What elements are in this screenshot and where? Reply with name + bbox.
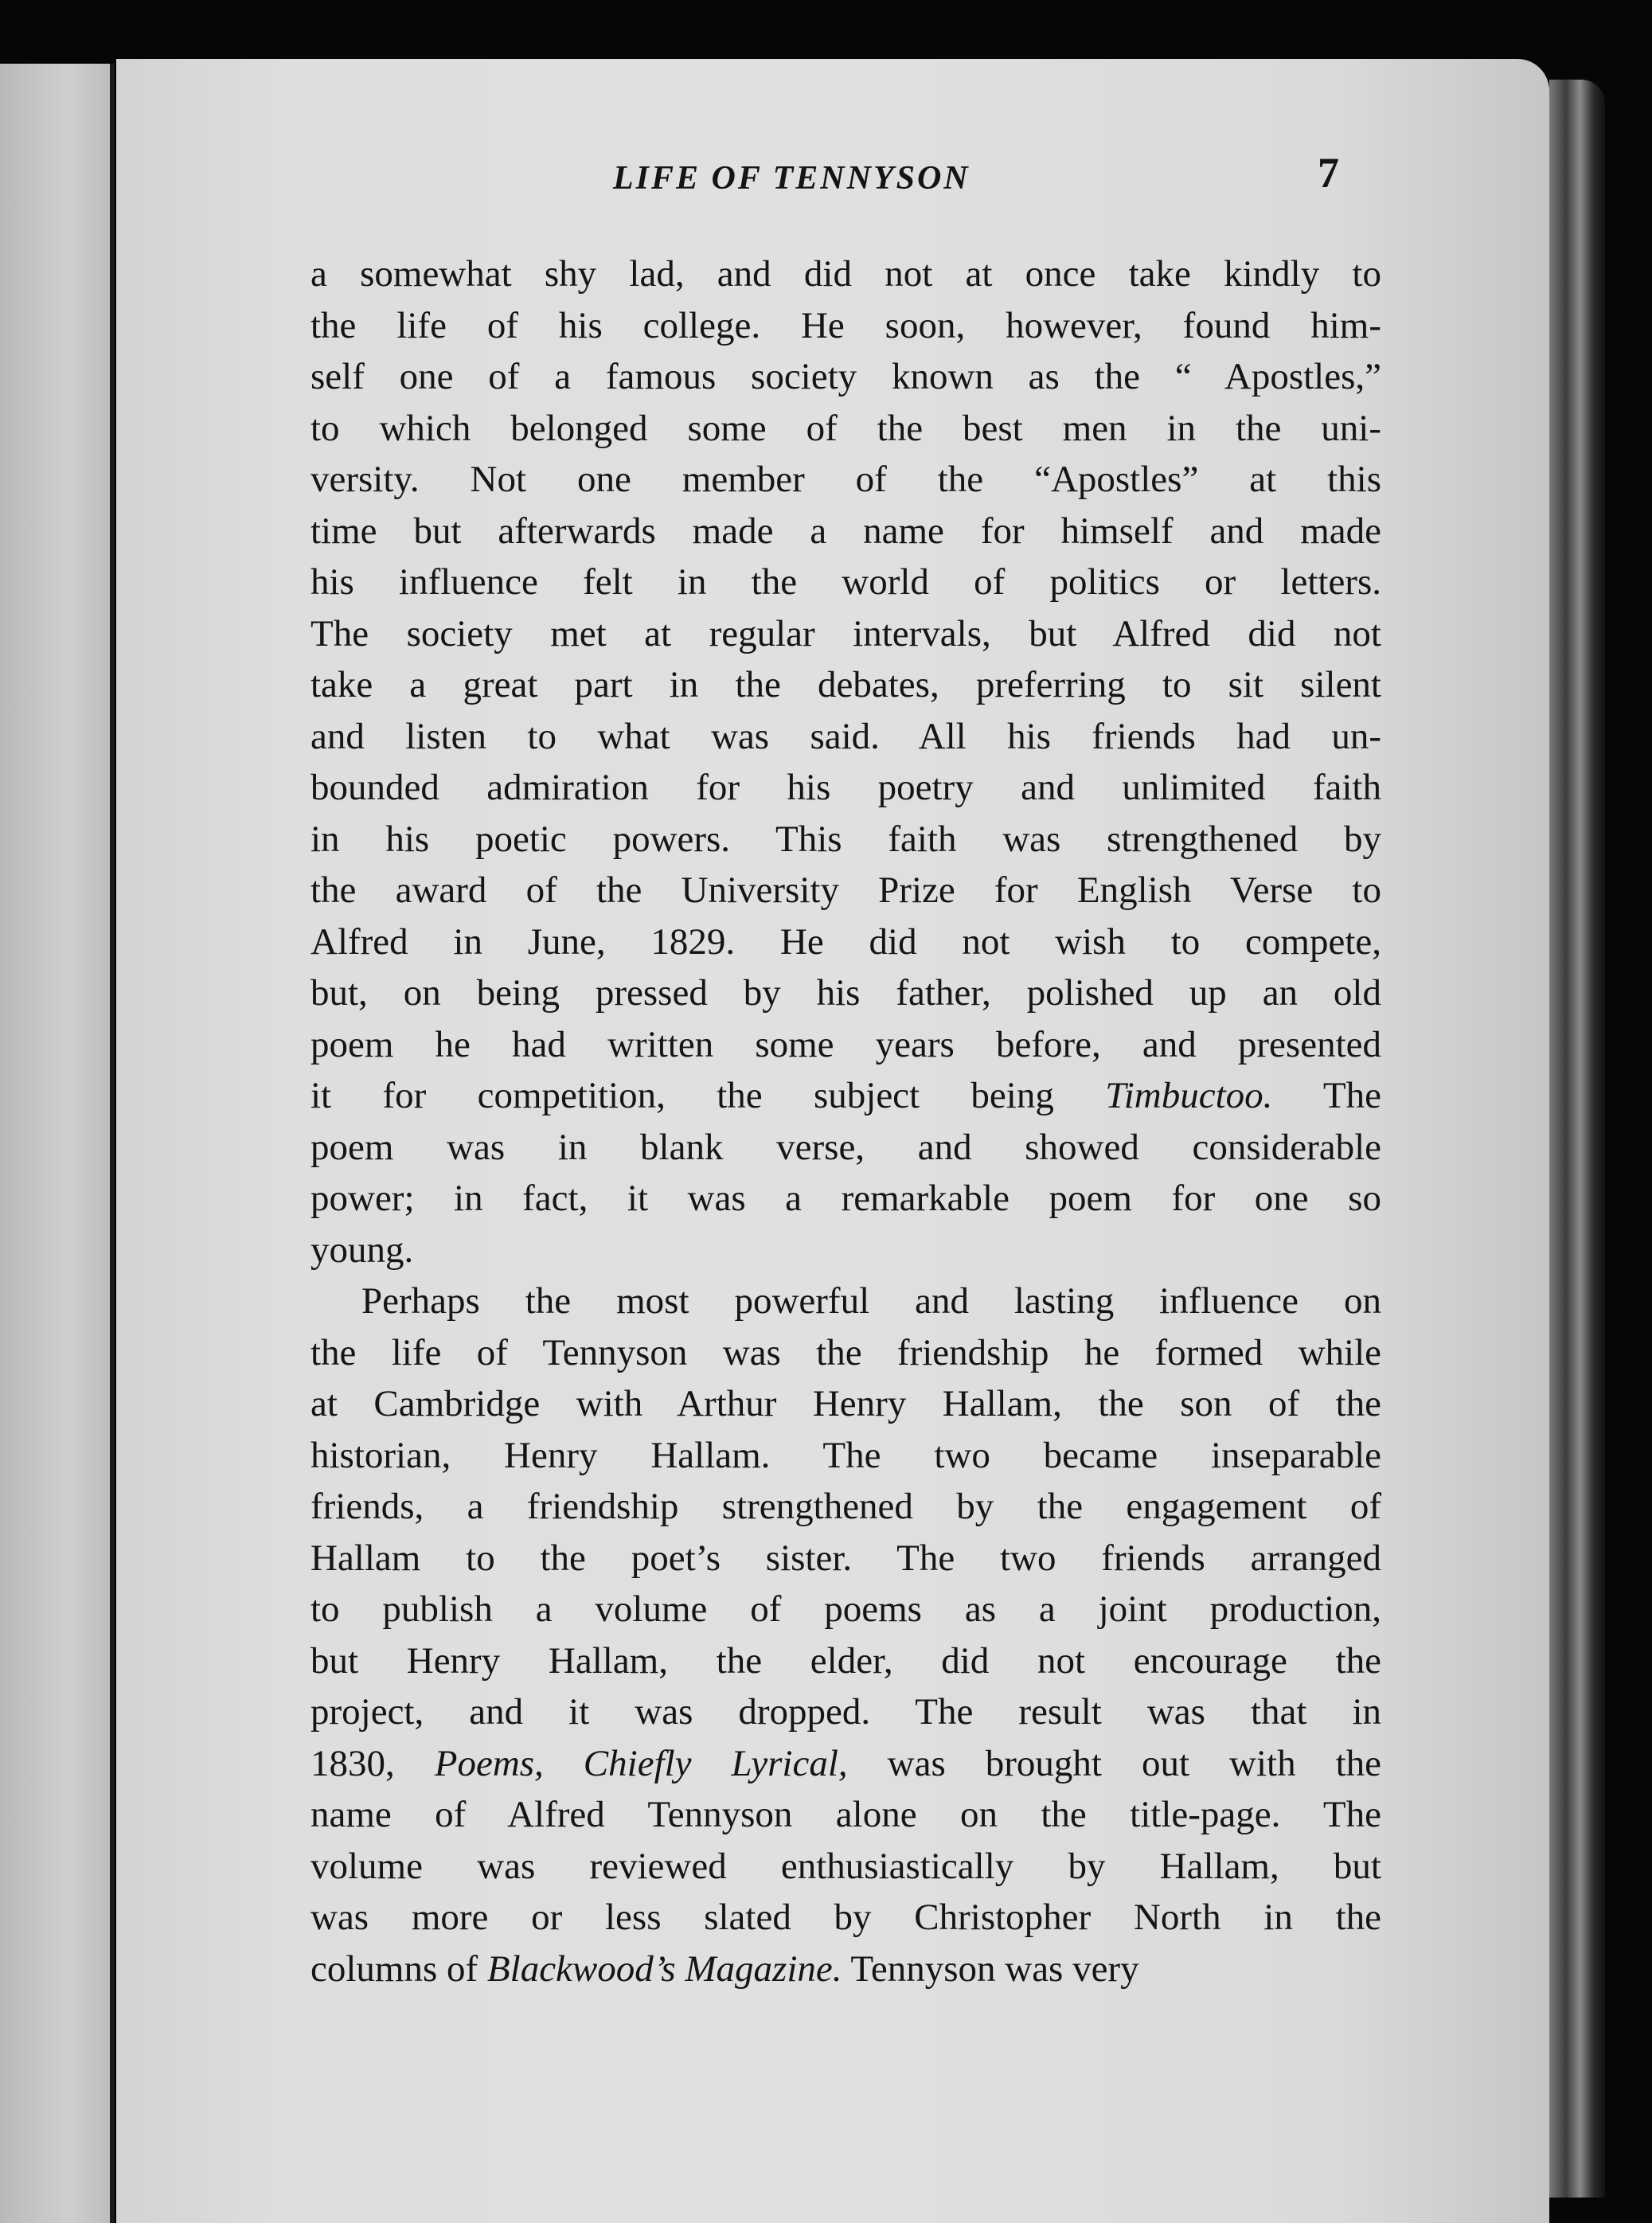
- italic-title: Timbuctoo.: [1105, 1075, 1273, 1116]
- running-title: LIFE OF TENNYSON: [613, 160, 971, 197]
- text-line: Hallam to the poet’s sister. The two friends arranged: [310, 1537, 1381, 1579]
- text-line: poem was in blank verse, and showed considerable: [310, 1126, 1381, 1168]
- body-text: [310, 248, 1381, 1994]
- text-line: a somewhat shy lad, and did not at once take kindly to: [310, 253, 1381, 295]
- text-line: time but afterwards made a name for himself and made: [310, 510, 1381, 552]
- text-line: versity. Not one member of the “Apostles” at this: [310, 459, 1381, 500]
- text-line: volume was reviewed enthusiastically by Hallam, but: [310, 1845, 1381, 1887]
- text-line: it for competition, the subject being Timbuctoo. The: [310, 1075, 1381, 1116]
- text-line: The society met at regular intervals, but Alfred did not: [310, 612, 1381, 654]
- text-line: take a great part in the debates, preferring to sit silent: [310, 664, 1381, 705]
- italic-title: Poems, Chiefly Lyrical,: [434, 1742, 848, 1784]
- italic-title: Blackwood’s Magazine.: [486, 1948, 842, 1990]
- text-line: and listen to what was said. All his friends had un-: [310, 715, 1381, 757]
- text-line: to which belonged some of the best men in the uni-: [310, 407, 1381, 449]
- text-line: the award of the University Prize for English Verse to: [310, 869, 1381, 911]
- text-line: the life of his college. He soon, however, found him-: [310, 304, 1381, 346]
- text-line: name of Alfred Tennyson alone on the title-page. The: [310, 1794, 1381, 1835]
- text-line: 1830, Poems, Chiefly Lyrical, was brought out with the: [310, 1742, 1381, 1784]
- book-gutter: [110, 64, 115, 2223]
- page-stack-edge: [1549, 80, 1605, 2198]
- text-line: historian, Henry Hallam. The two became inseparable: [310, 1434, 1381, 1476]
- text-line: to publish a volume of poems as a joint production,: [310, 1588, 1381, 1630]
- text-line: bounded admiration for his poetry and unlimited faith: [310, 767, 1381, 808]
- text-line: in his poetic powers. This faith was strengthened by: [310, 818, 1381, 860]
- text-line: the life of Tennyson was the friendship he formed while: [310, 1331, 1381, 1373]
- text-line: self one of a famous society known as the “ Apostles,”: [310, 356, 1381, 397]
- text-line: was more or less slated by Christopher North in the: [310, 1897, 1381, 1938]
- text-line: at Cambridge with Arthur Henry Hallam, the son of the: [310, 1383, 1381, 1424]
- page-number: 7: [1318, 149, 1339, 197]
- text-line: friends, a friendship strengthened by the engagement of: [310, 1486, 1381, 1527]
- text-line: Perhaps the most powerful and lasting influence on: [361, 1280, 1381, 1322]
- facing-page-edge: [0, 64, 111, 2223]
- text-line: young.: [310, 1229, 414, 1271]
- text-line: but, on being pressed by his father, polished up an old: [310, 972, 1381, 1014]
- text-line: his influence felt in the world of politics or letters.: [310, 561, 1381, 603]
- text-line: columns of Blackwood’s Magazine. Tennyson was very: [310, 1948, 1139, 1990]
- text-line: project, and it was dropped. The result was that in: [310, 1691, 1381, 1733]
- text-line: Alfred in June, 1829. He did not wish to compete,: [310, 920, 1381, 963]
- paragraph: [310, 248, 1381, 1276]
- paragraph: [310, 1276, 1381, 1994]
- text-line: power; in fact, it was a remarkable poem for one so: [310, 1178, 1381, 1219]
- text-line: poem he had written some years before, and presented: [310, 1023, 1381, 1065]
- text-line: but Henry Hallam, the elder, did not encourage the: [310, 1639, 1381, 1682]
